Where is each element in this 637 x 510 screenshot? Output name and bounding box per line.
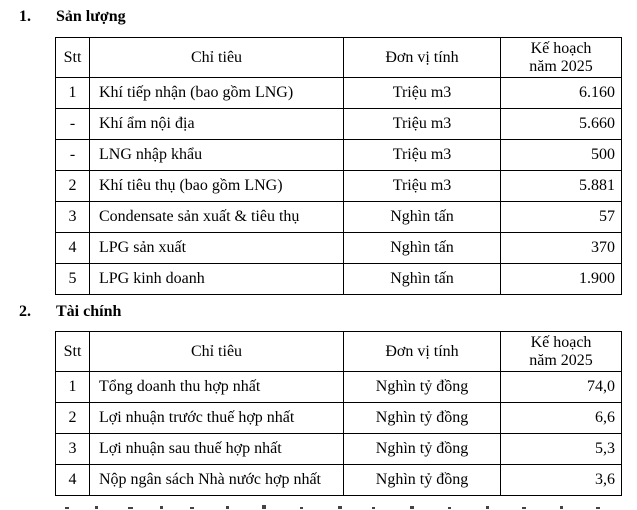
cell-plan: 74,0 bbox=[501, 372, 622, 403]
cell-stt: 2 bbox=[56, 403, 90, 434]
cell-stt: 1 bbox=[56, 78, 90, 109]
header-unit: Đơn vị tính bbox=[344, 332, 501, 372]
table-row bbox=[56, 78, 622, 109]
table-row bbox=[56, 465, 622, 496]
cell-stt: 4 bbox=[56, 465, 90, 496]
cell-stt: - bbox=[56, 140, 90, 171]
cell-indicator: Khí ẩm nội địa bbox=[90, 109, 344, 140]
header-plan-line1: Kế hoạch bbox=[530, 39, 592, 57]
cell-stt: - bbox=[56, 109, 90, 140]
cell-unit: Triệu m3 bbox=[344, 78, 501, 109]
section-title: Tài chính bbox=[56, 303, 122, 320]
header-plan bbox=[501, 332, 622, 372]
cell-indicator: LNG nhập khẩu bbox=[90, 140, 344, 171]
cell-unit: Nghìn tỷ đồng bbox=[344, 372, 501, 403]
section-number: 2. bbox=[19, 303, 31, 320]
cell-plan: 5.660 bbox=[501, 109, 622, 140]
cropped-text-fragment bbox=[0, 503, 637, 510]
finance-table bbox=[55, 331, 622, 496]
header-plan bbox=[501, 38, 622, 78]
cell-stt: 3 bbox=[56, 434, 90, 465]
cell-unit: Triệu m3 bbox=[344, 140, 501, 171]
cell-unit: Nghìn tỷ đồng bbox=[344, 465, 501, 496]
cell-plan: 370 bbox=[501, 233, 622, 264]
cell-indicator: Lợi nhuận sau thuế hợp nhất bbox=[90, 434, 344, 465]
cell-unit: Nghìn tấn bbox=[344, 202, 501, 233]
cell-stt: 2 bbox=[56, 171, 90, 202]
cell-stt: 3 bbox=[56, 202, 90, 233]
cell-plan: 5,3 bbox=[501, 434, 622, 465]
table-row bbox=[56, 233, 622, 264]
output-table bbox=[55, 37, 622, 295]
cell-plan: 5.881 bbox=[501, 171, 622, 202]
cell-plan: 6.160 bbox=[501, 78, 622, 109]
cell-indicator: LPG kinh doanh bbox=[90, 264, 344, 295]
cell-indicator: Tổng doanh thu hợp nhất bbox=[90, 372, 344, 403]
cell-unit: Triệu m3 bbox=[344, 171, 501, 202]
cell-indicator: Khí tiêu thụ (bao gồm LNG) bbox=[90, 171, 344, 202]
table-row bbox=[56, 434, 622, 465]
cell-unit: Nghìn tỷ đồng bbox=[344, 403, 501, 434]
cell-stt: 1 bbox=[56, 372, 90, 403]
cell-plan: 57 bbox=[501, 202, 622, 233]
table-row bbox=[56, 403, 622, 434]
table-row bbox=[56, 140, 622, 171]
header-plan-line1: Kế hoạch bbox=[530, 333, 592, 351]
header-indicator: Chỉ tiêu bbox=[90, 332, 344, 372]
table-row bbox=[56, 372, 622, 403]
header-stt: Stt bbox=[56, 38, 90, 78]
header-stt: Stt bbox=[56, 332, 90, 372]
table-header-row bbox=[56, 38, 622, 78]
cell-plan: 500 bbox=[501, 140, 622, 171]
table-row bbox=[56, 109, 622, 140]
cell-unit: Nghìn tấn bbox=[344, 233, 501, 264]
table-row bbox=[56, 202, 622, 233]
cell-indicator: Khí tiếp nhận (bao gồm LNG) bbox=[90, 78, 344, 109]
cell-stt: 4 bbox=[56, 233, 90, 264]
cell-indicator: LPG sản xuất bbox=[90, 233, 344, 264]
cell-plan: 6,6 bbox=[501, 403, 622, 434]
section-title: Sản lượng bbox=[56, 8, 126, 25]
cell-indicator: Condensate sản xuất & tiêu thụ bbox=[90, 202, 344, 233]
cell-unit: Triệu m3 bbox=[344, 109, 501, 140]
cell-plan: 3,6 bbox=[501, 465, 622, 496]
header-unit: Đơn vị tính bbox=[344, 38, 501, 78]
cell-indicator: Nộp ngân sách Nhà nước hợp nhất bbox=[90, 465, 344, 496]
section-number: 1. bbox=[19, 8, 31, 25]
cell-unit: Nghìn tỷ đồng bbox=[344, 434, 501, 465]
header-plan-line2: năm 2025 bbox=[529, 57, 593, 75]
cell-stt: 5 bbox=[56, 264, 90, 295]
cell-plan: 1.900 bbox=[501, 264, 622, 295]
table-header-row bbox=[56, 332, 622, 372]
table-row bbox=[56, 264, 622, 295]
table-row bbox=[56, 171, 622, 202]
header-indicator: Chỉ tiêu bbox=[90, 38, 344, 78]
header-plan-line2: năm 2025 bbox=[529, 351, 593, 369]
cell-unit: Nghìn tấn bbox=[344, 264, 501, 295]
cell-indicator: Lợi nhuận trước thuế hợp nhất bbox=[90, 403, 344, 434]
